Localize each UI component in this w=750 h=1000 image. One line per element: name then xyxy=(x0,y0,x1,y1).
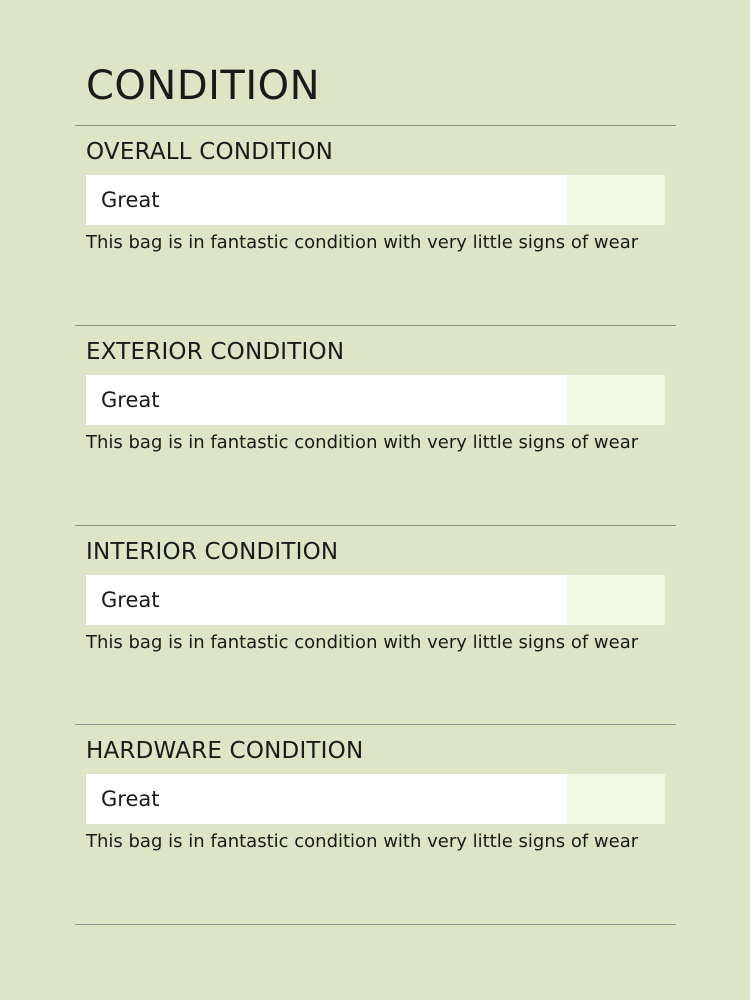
condition-description: This bag is in fantastic condition with very little signs of wear xyxy=(86,432,639,453)
section-heading: INTERIOR CONDITION xyxy=(86,539,339,565)
section-overall-condition xyxy=(75,125,676,326)
section-interior-condition xyxy=(75,525,676,726)
rating-value: Great xyxy=(101,588,160,612)
rating-value: Great xyxy=(101,188,160,212)
condition-rating-bar xyxy=(86,175,665,225)
condition-rating-bar xyxy=(86,774,665,824)
page-title: CONDITION xyxy=(86,63,321,109)
condition-description: This bag is in fantastic condition with very little signs of wear xyxy=(86,831,639,852)
condition-rating-bar xyxy=(86,375,665,425)
section-heading: HARDWARE CONDITION xyxy=(86,738,364,764)
section-exterior-condition xyxy=(75,325,676,526)
condition-description: This bag is in fantastic condition with very little signs of wear xyxy=(86,632,639,653)
condition-rating-bar xyxy=(86,575,665,625)
bottom-divider xyxy=(75,924,676,925)
section-heading: OVERALL CONDITION xyxy=(86,139,334,165)
rating-value: Great xyxy=(101,388,160,412)
condition-description: This bag is in fantastic condition with very little signs of wear xyxy=(86,232,639,253)
rating-value: Great xyxy=(101,787,160,811)
section-heading: EXTERIOR CONDITION xyxy=(86,339,345,365)
section-hardware-condition xyxy=(75,724,676,925)
